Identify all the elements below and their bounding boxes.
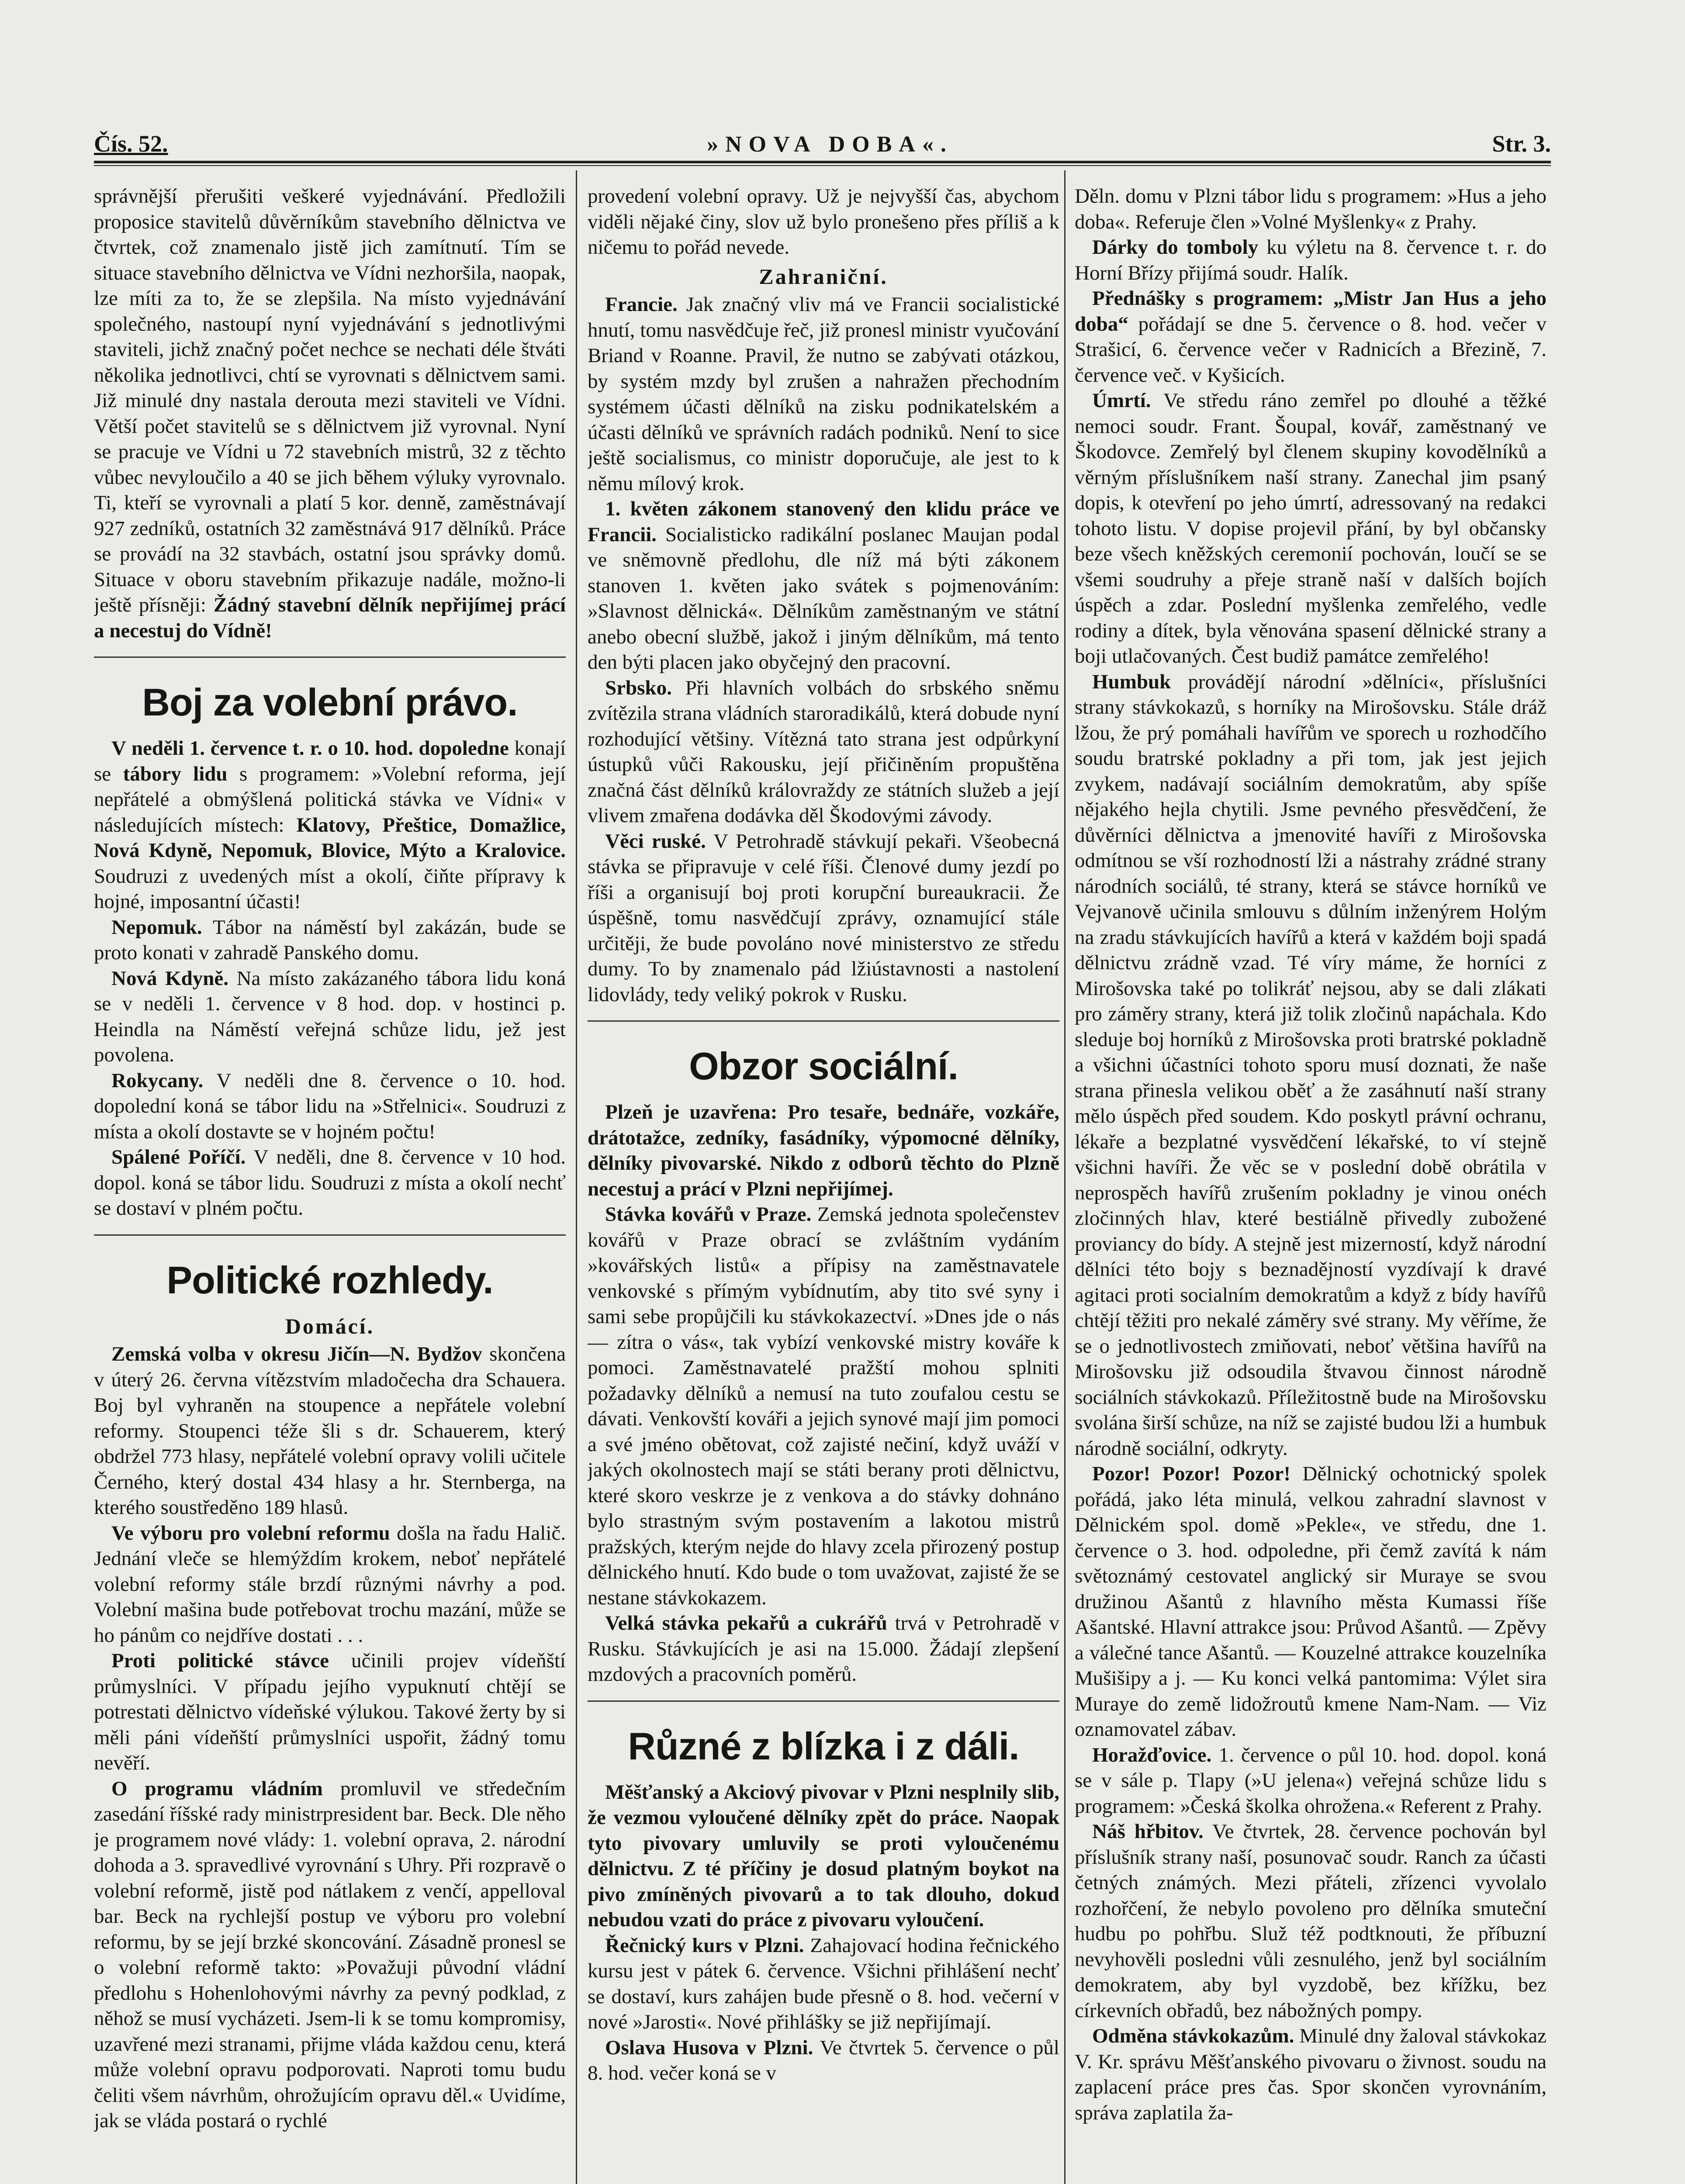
kdyne-heading: Nová Kdyně. [111, 967, 228, 990]
humbuk-text: provádějí národní »dělníci«, příslušníci strany stávkokazů, s horníky na Mirošovsku. Stále dráž lžou, že prý pomáhali havířům ve sporech u rozhodčího soudu bratrské pokladny a při tom, jak jest jejich zvykem, nadávají sociálním demokratům, aby spíše nějakého hejla chytili. Jsme pevného přesvědčení, že důvěrníci dělnictva a jmenovité havíři z Mirošovska odmítnou se vší rozhodností lži a nástrahy zrádné strany národních sociálů, té strany, která se stávce horníků ve Vejvanově učinila smlouvu s důlním inženýrem Holým na zradu stávkujících havířů a která v každém boji spadá dělnictvu zrádně vzad. Té víry máme, že horníci z Mirošovska také po tolikráť nejsou, aby se dali zlákati pro záměry strany, která již tolik zločinů napáchala. Kdo sleduje boj horníků z Mirošovska proti bratrské pokladně a všichni účastníci tohoto sporu musí doznati, že naše strana přinesla velikou oběť a že zasáhnutí naší strany mělo úspěch před soudem. Kdo poskytl právní ochranu, lékaře a bezplatné vysvědčení lékařské, to ví stejně všichni havíři. Že věc se v poslední době obrátila v neprospěch havířů zrušením pokladny je vinou onéch zločinných hlav, které bestiálně přivedly zubožené proviancy do bídy. A stejně jest mizerností, když národní dělníci této bojy s beznadějností vyzdívají k dravé agitaci proti socialním demokratům a když z bídy havířů chtějí těžiti pro nekalé záměry své strany. My věříme, že se o jednotlivostech zmiňovati, neboť většina havířů na Mirošovsku již odsoudila štvavou činnost národně sociálních stávkokazů. Příležitostně bude na Mirošovsku svolána širší schůze, na níž se zajisté budou lži a humbuk národně sociální, odkryty. [1075, 670, 1547, 1460]
odmena-heading: Odměna stávkokazům. [1092, 2025, 1294, 2047]
header-rule-thin [94, 165, 1551, 166]
pekari-text: trvá v Petrohradě v Rusku. Stávkujících je asi na 15.000. Žádají zlepšení mzdových a pracovních poměrů. [588, 1612, 1059, 1686]
article-continuation: provedení volební opravy. Už je nejvyšší čas, abychom viděli nějaké činy, slov už bylo pronešeno přes příliš a k ničemu to pořád nevede. [588, 185, 1059, 259]
srbsko-text: Při hlavních volbách do srbského sněmu zvítězila strana vládních staroradikálů, která dobude nyní rozhodující většiny. Vítězná tato strana jest odpůrkyní ústupků vůči Rakousku, její přičiněním propuštěna značná část dělníků královraždy ze státních služeb a její vlivem zmařena dodávka děl Škodovými závody. [588, 676, 1059, 827]
paragraph-srbsko [588, 675, 1059, 829]
tombola-heading: Dárky do tomboly [1092, 236, 1259, 259]
subheading-domaci: Domácí. [285, 1313, 375, 1338]
paragraph-kdyne [94, 966, 566, 1068]
program-heading: O programu vládním [111, 1777, 323, 1800]
rusko-text: V Petrohradě stávkují pekaři. Všeobecná stávka se připravuje v celé říši. Členové dumy jezdí po říši a organisují boj proti korupční bureaukracii. Že úspěšně, tomu nasvědčují zprávy, oznamující stále určitěji, že bude povoláno nové ministerstvo ze středu dumy. To by znamenalo pád lžiústavnosti a nastolení lidovlády, tedy veliký pokrok v Rusku. [588, 829, 1059, 1006]
francie-heading: Francie. [605, 293, 678, 316]
vybor-heading: Ve výboru pro volební reformu [111, 1521, 390, 1545]
hrbitov-heading: Náš hřbitov. [1092, 1820, 1204, 1843]
tabory-mid: konají se [94, 737, 566, 785]
article-text: správnější přerušiti veškeré vyjednávání. Předložili proposice stavitelů důvěrníkům stavebního dělnictva ve čtvrtek, což znamenalo jistě jich zamítnutí. Tím se situace stavebního dělnictva ve Vídni nezhoršila, naopak, lze míti za to, že se zlepšila. Na místo vyjednávání společného, nastoupí nyní vyjednávání s jednotlivými staviteli, jichž značný počet nechce se nechati déle štváti několika jednotlivci, chtí se vyrovnati s dělnictvem sami. Již minulé dny nastala derouta mezi staviteli ve Vídni. Větší počet stavitelů se s dělnictvem již vyrovnal. Nyní se pracuje ve Vídni u 72 stavebních mistrů, 32 z těchto vůbec nevyloučilo a 40 se jich během výluky vyrovnalo. Ti, kteří se vyrovnali a platí 5 kor. denně, zaměstnávají 927 zedníků, ostatních 32 zaměstnává 917 dělníků. Práce se provádí na 32 stavbách, ostatní jsou správky domů. Situace v oboru stavebním přikazuje nadále, možno-li ještě přísněji: [94, 185, 566, 616]
paragraph-kurs [588, 1933, 1059, 2035]
heading-politicke: Politické rozhledy. [166, 1258, 493, 1302]
paragraph-pekari [588, 1610, 1059, 1687]
heading-obzor: Obzor sociální. [689, 1044, 958, 1088]
umrti-heading: Úmrtí. [1092, 389, 1151, 412]
column-rule-2 [1064, 170, 1066, 2184]
kovari-heading: Stávka kovářů v Praze. [605, 1203, 812, 1226]
prednasky-heading: Přednášky s programem: „Mistr Jan Hus a jeho doba“ [1075, 287, 1547, 335]
kurs-text: Zahajovací hodina řečnického kursu jest v pátek 6. července. Všichni přihlášení nechť se dostaví, kurs zahájen bude přesně o 8. hod. večerní v nové »Jarosti«. Nové přihlášky se již nepřijímají. [588, 1934, 1059, 2033]
column-rule-1 [576, 170, 577, 2184]
nepomuk-text: Tábor na náměstí byl zakázán, bude se proto konati v zahradě Panského domu. [94, 916, 566, 964]
paragraph-zemska [94, 1341, 566, 1521]
masthead [94, 127, 1551, 157]
porici-text: V neděli, dne 8. července v 10 hod. dopol. koná se tábor lidu. Soudruzi z místa a okolí nechť se dostaví v plném počtu. [94, 1146, 566, 1220]
rusko-heading: Věci ruské. [605, 829, 706, 853]
section-rule [588, 1700, 1059, 1702]
paragraph-oslava [588, 2035, 1059, 2086]
paragraph-porici [94, 1144, 566, 1221]
subheading-zahranicni: Zahraniční. [759, 264, 888, 289]
article-continuation: Děln. domu v Plzni tábor lidu s programem: »Hus a jeho doba«. Referuje člen »Volné Myšlenky« z Prahy. [1075, 185, 1547, 233]
paragraph-plzen-uzavrena: Plzeň je uzavřena: Pro tesaře, bednáře, vozkáře, drátotažce, zedníky, fasádníky, výpomocné dělníky, dělníky pivovarské. Nikdo z odborů těchto do Plzně necestuj a prácí v Plzni nepřijímej. [588, 1101, 1059, 1200]
article-continuation [94, 183, 566, 643]
rokycany-text: V neděli dne 8. července o 10. hod. dopolední koná se tábor lidu na »Střelnici«. Soudruzi z místa a okolí dostavte se v hojném počtu! [94, 1069, 566, 1143]
paragraph-hrbitov [1075, 1819, 1547, 2023]
paragraph-program [94, 1776, 566, 2134]
program-text: promluvil ve středečním zasedání říšské rady ministrpresident bar. Beck. Dle něho je programem nové vlády: 1. volební oprava, 2. národní dohoda a 3. spravedlivé vyrovnání s Uhry. Při rozpravě o volební reformě, jistě pod nátlakem z venčí, appelloval bar. Beck na rychlejší postup ve výboru pro volební reformu, by se její brzké skoncování. Zásadně pronesl se o volební reformě takto: »Považuji původní vládní předlohu s Hohenlohovými návrhy za pevný podklad, z něhož se musí vycházeti. Jsem-li k se tomu kompromisy, uzavřené mezi stranami, přijme vláda každou cenu, která může volební opravu podporovati. Naproti tomu budu čeliti všem návrhům, ohrožujícím opravu děl.« Uvidíme, jak se vláda postará o rychlé [94, 1777, 566, 2132]
nepomuk-heading: Nepomuk. [111, 916, 202, 939]
section-rule [588, 1020, 1059, 1022]
paragraph-vybor [94, 1521, 566, 1648]
paragraph-prednasky [1075, 286, 1547, 388]
hrbitov-text: Ve čtvrtek, 28. července pochován byl příslušník strany naší, posunovač soudr. Ranch za účasti četných známých. Mezi přáteli, zřízenci vyvolalo rozhořčení, že nebylo povoleno pro dělníka smuteční hudbu po pohřbu. Služ též podtknouti, že příbuzní nevyhověli posledni vůli zesnulého, jenž byl sociálním demokratem, aby byl vyzdobě, bez křížku, bez církevních obřadů, bez nábožných pompy. [1075, 1820, 1547, 2022]
tombola-text: ku výletu na 8. července t. r. do Horní Břízy přijímá soudr. Halík. [1075, 236, 1547, 284]
kveten-heading: 1. květen zákonem stanovený den klidu práce ve Francii. [588, 498, 1059, 546]
paragraph-rokycany [94, 1068, 566, 1145]
paragraph-tombola [1075, 235, 1547, 286]
umrti-text: Ve středu ráno zemřel po dlouhé a těžké nemoci soudr. Frant. Šoupal, kovář, zaměstnaný ve Škodovce. Zemřelý byl členem skupiny kovodělníků a věrným příslušníkem naší strany. Zanechal jim psaný dopis, k otevření po jeho úmrtí, adressovaný na redakci tohoto listu. V dopise projevil přání, by byl občansky beze všech kněžských ceremonií pochován, loučí se se všemi soudruhy a přeje straně naší v dalších bojích úspěch a zdar. Poslední myšlenka zemřelého, vedle rodiny a dítek, byla věnována spasení dělnické strany a boji utlačovaných. Čest budiž památce zemřelého! [1075, 389, 1547, 667]
paragraph-pozor [1075, 1461, 1547, 1742]
vybor-text: došla na řadu Halič. Jednání vleče se hlemýždím krokem, neboť nepřátelé volební reformy stále brzdí různými návrhy a pod. Volební mašina bude potřebovat trochu mazání, může se ho pánům co nejdříve dostati . . . [94, 1521, 566, 1647]
francie-text: Jak značný vliv má ve Francii socialistické hnutí, tomu nasvědčuje řeč, již pronesl ministr vyučování Briand v Roanne. Pravil, že nutno se zabývati otázkou, by systém mzdy byl zrušen a nahražen přechodním systémem účasti dělníků na zisku podnikatelském a účasti dělníků ve správních radách podniků. Není to sice ještě socialismus, co ministr doporučuje, ale jest to k němu mílový krok. [588, 293, 1059, 495]
kveten-text: Socialisticko radikální poslanec Maujan podal ve sněmovně předlohu, dle níž má býti zákonem stanoven 1. květen jako svátek s pojmenováním: »Slavnost dělnická«. Dělníkům zaměstnaným ve státní anebo obecní službě, jakož i jiným dělníkům, má tento den býti placen jako obyčejný den pracovní. [588, 523, 1059, 674]
tabory-lidu: tábory lidu [123, 762, 228, 785]
paragraph-stavka [94, 1648, 566, 1776]
newspaper-title: »NOVA DOBA«. [707, 132, 953, 157]
prednasky-text: pořádají se dne 5. července o 8. hod. večer v Strašicí, 6. července večer v Radnicích a Březině, 7. července več. v Kyšicích. [1075, 312, 1547, 387]
paragraph-nepomuk [94, 915, 566, 966]
page-number: Str. 3. [1492, 131, 1551, 157]
section-rule [94, 657, 566, 658]
porici-heading: Spálené Poříčí. [111, 1146, 246, 1168]
column-1 [94, 183, 566, 2184]
oslava-text: Ve čtvrtek 5. července o půl 8. hod. večer koná se v [588, 2036, 1059, 2084]
paragraph-kovari [588, 1202, 1059, 1610]
paragraph-tabory [94, 736, 566, 915]
kovari-text: Zemská jednota společenstev kovářů v Praze obrací se zvláštním vydáním »kovářských listů« a přípisy na zaměstnavatele venkovské s přímým vybídnutím, aby tito své syny i sami sebe propůjčili ku stávkokazectví. »Dnes jde o nás — zítra o vás«, tak vybízí venkovské mistry kováře k pomoci. Zaměstnavatelé pražští mohou splniti požadavky dělníků a nemusí na tuto zoufalou cestu se dávati. Venkovští kováři a jejich synové mají jim pomoci a své jméno obětovat, což zajisté nečiní, když uváží v jakých okolnostech mají se státi berany proti dělnictvu, které skoro veskrze je z venkova a do stávky dohnáno bylo strastným svým postavením a lakotou mistrů pražských, kterým nejde do hlavy zcela přirozený postup dělnického hnutí. Kdo bude o tom uvažovat, zajisté že se nestane stávkokazem. [588, 1203, 1059, 1609]
paragraph-odmena [1075, 2023, 1547, 2125]
horazdovice-heading: Horažďovice. [1092, 1743, 1212, 1766]
kdyne-text: Na místo zakázaného tábora lidu koná se v neděli 1. července v 8 hod. dop. v hostinci p. Heindla na Náměstí veřejná schůze lidu, jež jest povolena. [94, 967, 566, 1066]
stavka-text: učinili projev vídeňští průmyslníci. V případu jejího vypuknutí chtějí se potrestati dělnictvo vídeňské výlukou. Takové žerty by si měli páni vídeňští průmyslníci uspořit, žádný tomu nevěří. [94, 1649, 566, 1774]
pozor-text: Dělnický ochotnický spolek pořádá, jako léta minulá, velkou zahradní slavnost v Dělnickém spol. domě »Pekle«, ve středu, dne 1. července o 3. hod. odpoledne, při čemž zavítá k nám světoznámý cestovatel anglický sir Muraye se svou družinou Ašantů z hlavního města Kumassi říše Ašantské. Hlavní attrakce jsou: Průvod Ašantů. — Zpěvy a válečné tance Ašantů. — Kouzelné attrakce kouzelníka Mušišipy a j. — Ku konci velká pantomima: Výlet sira Muraye do země lidožroutů kmene Nam-Nam. — Viz oznamovatel zábav. [1075, 1462, 1547, 1741]
column-2 [588, 183, 1059, 2184]
paragraph-rusko [588, 829, 1059, 1008]
humbuk-heading: Humbuk [1092, 670, 1171, 693]
odmena-text: Minulé dny žaloval stávkokaz V. Kr. správu Měšťanského pivovaru o živnost. soudu na zaplacení práce pres čas. Spor skončen vyrovnáním, správa zaplatila ža- [1075, 2025, 1547, 2124]
srbsko-heading: Srbsko. [605, 676, 672, 699]
horazdovice-text: 1. července o půl 10. hod. dopol. koná se v sále p. Tlapy (»U jelena«) veřejná schůze lidu s programem: »Česká školka ohrožena.« Referent z Prahy. [1075, 1743, 1547, 1818]
tabory-end: Soudruzi z uvedených míst a okolí, čiňte přípravy k hojné, imposantní účasti! [94, 864, 566, 913]
rokycany-heading: Rokycany. [111, 1069, 204, 1092]
paragraph-humbuk [1075, 669, 1547, 1462]
paragraph-horazdovice [1075, 1742, 1547, 1819]
heading-boj: Boj za volební právo. [142, 681, 518, 724]
stavka-heading: Proti politické stávce [111, 1649, 329, 1672]
zemska-heading: Zemská volba v okresu Jičín—N. Bydžov [111, 1343, 482, 1365]
tabory-date: V neděli 1. července t. r. o 10. hod. dopoledne [111, 737, 509, 760]
section-rule [94, 1234, 566, 1236]
pekari-heading: Velká stávka pekařů a cukrářů [605, 1612, 887, 1635]
paragraph-umrti [1075, 388, 1547, 669]
paragraph-kveten [588, 496, 1059, 675]
article-appeal: Žádný stavební dělník nepřijímej prácí a necestuj do Vídně! [94, 594, 566, 642]
zemska-text: skončena v úterý 26. června vítězstvím mladočecha dra Schauera. Boj byl vyhraněn na stoupence a nepřátele volební reformy. Stoupenci téže šli s dr. Schauerem, který obdržel 773 hlasy, nepřátelé volební opravy volili učitele Černého, který dostal 434 hlasy a hr. Sternberga, na kterého soustředěno 189 hlasů. [94, 1343, 566, 1519]
oslava-heading: Oslava Husova v Plzni. [605, 2036, 813, 2059]
heading-ruzne: Různé z blízka i z dáli. [628, 1724, 1019, 1768]
pozor-heading: Pozor! Pozor! Pozor! [1092, 1462, 1291, 1485]
issue-number: Čís. 52. [94, 131, 168, 157]
tabory-places: Klatovy, Přeštice, Domažlice, Nová Kdyně, Nepomuk, Blovice, Mýto a Kralovice. [94, 813, 566, 862]
header-rule [94, 161, 1551, 163]
tabory-text: s programem: »Volební reforma, její nepřátelé a obmýšlená politická stávka ve Vídni« v následujících místech: [94, 762, 566, 836]
kurs-heading: Řečnický kurs v Plzni. [605, 1934, 804, 1957]
paragraph-pivovar: Měšťanský a Akciový pivovar v Plzni nesplnily slib, že vezmou vyloučené dělníky zpět do práce. Naopak tyto pivovary umluvily se proti vyloučenému dělnictvu. Z té příčiny je dosud platným boykot na pivo zmíněných pivovarů a to tak dlouho, dokud nebudou vzati do práce z pivovaru vyloučení. [588, 1780, 1059, 1931]
paragraph-francie [588, 292, 1059, 496]
column-3 [1075, 183, 1547, 2184]
